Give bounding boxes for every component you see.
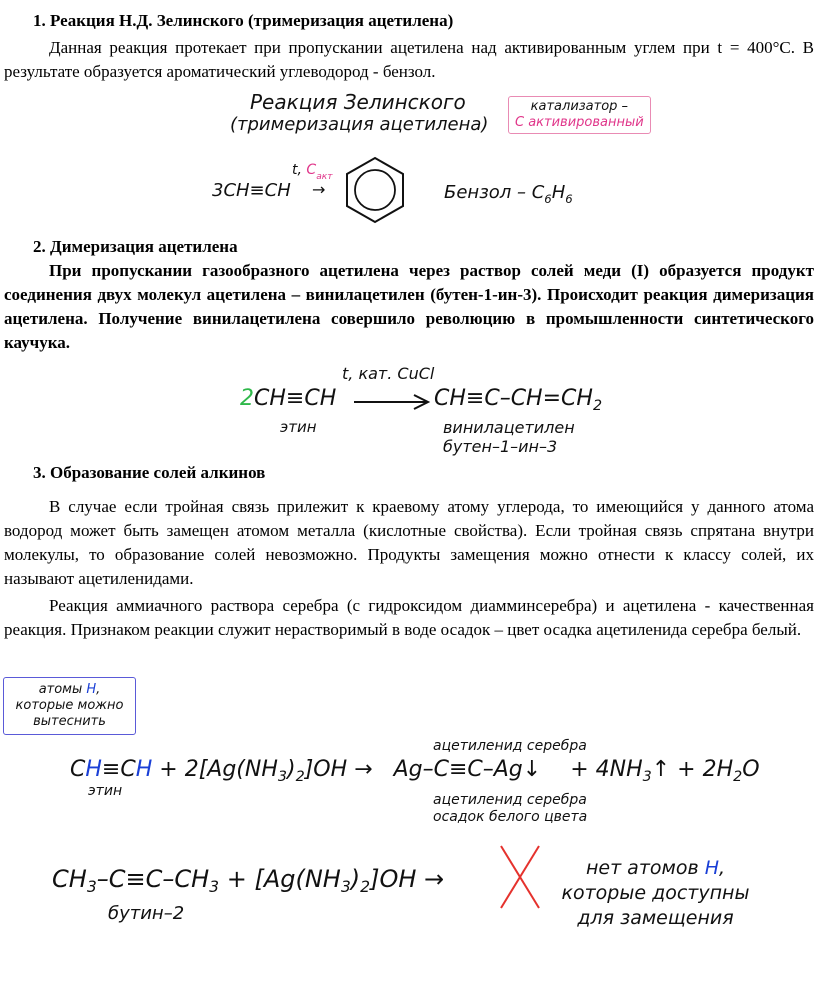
- eq1-ethyne-label: этин: [88, 783, 123, 799]
- section2-paragraph: При пропускании газообразного ацетилена через раствор солей меди (I) образуется продукт соединения двух молекул ацетилена – винилацетилен (бутен-1-ин-3). Происходит реакция димеризация ацетилена. Получение винилацетилена совершило революцию в промышленности синтетического каучука.: [4, 261, 814, 352]
- catalyst-note: [508, 96, 651, 134]
- dimer-product-name1: винилацетилен: [443, 418, 575, 437]
- benzene-ring-icon: [340, 155, 410, 225]
- section3-paragraph1: В случае если тройная связь прилежит к краевому атому углерода, то имеющийся у данного атома водород может быть замещен атомом металла (кислотные свойства). Если тройная связь спрятана внутри молекулы, то образование солей невозможно. Продукты замещения можно отнести к классу солей, их называют ацетиленидами.: [4, 497, 814, 588]
- catalyst-line1: катализатор –: [530, 99, 629, 114]
- zelinsky-title: Реакция Зелинского: [250, 90, 466, 114]
- zelinsky-subtitle: (тримеризация ацетилена): [230, 114, 489, 135]
- section1-heading: 1. Реакция Н.Д. Зелинского (тримеризация ацетилена): [33, 11, 454, 30]
- cross-out-icon: [495, 842, 545, 912]
- dimer-arrow-icon: [352, 392, 432, 412]
- equation-silver-acetylide: $CH\equiv CH + 2[Ag(NH_3)_2]OH$ → Ag–C≡C–Ag↓ + $4NH_3↑ + 2H_2O$: [70, 757, 760, 785]
- section1-paragraph: Данная реакция протекает при пропускании ацетилена над активированным углем при t = 400°C. В результате образуется ароматический углеводород - бензол.: [4, 38, 814, 81]
- dimer-coef: 2: [240, 386, 254, 411]
- zelinsky-reactant: 3CH≡CH: [212, 180, 291, 201]
- zelinsky-arrow: →: [312, 180, 326, 199]
- equation-butyne: $CH_3-C\equiv C-CH_3 + [Ag(NH_3)_2]OH$ →: [52, 865, 445, 896]
- dimer-product: $CH\equiv C-CH=CH_2$: [434, 386, 603, 414]
- zelinsky-condition: [292, 162, 333, 182]
- benzene-product: Бензол – $C_6H_6$: [444, 182, 573, 206]
- condition-t: t,: [292, 162, 302, 178]
- eq2-butyne-label: бутин–2: [108, 903, 185, 924]
- dimer-reactant: 2CH≡CH: [240, 386, 337, 411]
- section3-heading: 3. Образование солей алкинов: [33, 463, 266, 482]
- replaceable-h-note: атомы H, которые можно вытеснить: [3, 677, 136, 735]
- section3-paragraph2: Реакция аммиачного раствора серебра (с гидроксидом диамминсеребра) и ацетилена - качественная реакция. Признаком реакции служит нерастворимый в воде осадок – цвет осадка ацетиленида серебра белый.: [4, 596, 814, 639]
- dimer-reactant-name: этин: [280, 418, 317, 436]
- dimer-product-name2: бутен–1–ин–3: [443, 437, 558, 456]
- eq1-label-bottom2: осадок белого цвета: [433, 809, 588, 825]
- dimer-condition: t, кат. CuCl: [342, 364, 435, 383]
- eq1-label-bottom1: ацетиленид серебра: [433, 792, 587, 808]
- no-replaceable-h-note: нет атомов H, которые доступны для замещения: [561, 857, 750, 929]
- section2-heading: 2. Димеризация ацетилена: [33, 237, 238, 256]
- eq1-label-top: ацетиленид серебра: [433, 738, 587, 754]
- condition-c: $C_{акт}$: [306, 162, 333, 182]
- catalyst-line2: С активированный: [515, 115, 644, 130]
